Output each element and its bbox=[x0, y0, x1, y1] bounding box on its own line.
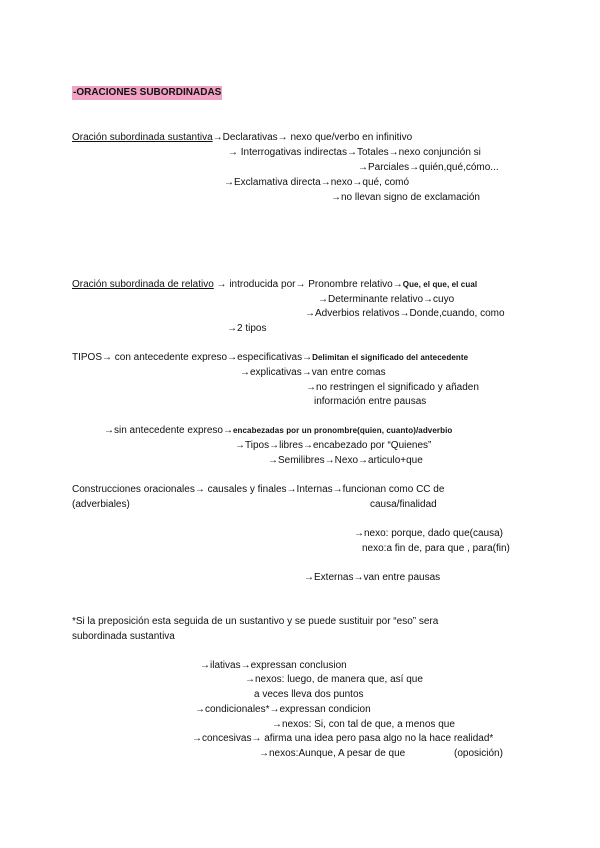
page-title: -ORACIONES SUBORDINADAS bbox=[73, 87, 222, 98]
sustantiva-parciales: →Parciales→quién,qué,cómo... bbox=[358, 162, 499, 173]
sustantiva-exclamativa: →Exclamativa directa→nexo→qué, comó bbox=[224, 177, 410, 188]
relativo-adverbios: →Adverbios relativos→Donde,cuando, como bbox=[305, 308, 505, 319]
tipos-sin-antecedente: →sin antecedente expreso→ bbox=[104, 425, 233, 436]
tipos-informacion: información entre pausas bbox=[314, 396, 427, 407]
ilativas-nexos: →nexos: luego, de manera que, así que bbox=[245, 674, 423, 685]
relativo-tipos: →2 tipos bbox=[227, 323, 267, 334]
condicionales-line: →condicionales*→expressan condicion bbox=[195, 704, 371, 715]
construcciones-nexo-fin: nexo:a fin de, para que , para(fin) bbox=[362, 543, 510, 554]
sustantiva-line-1 bbox=[72, 131, 412, 144]
nota-line-2: subordinada sustantiva bbox=[72, 631, 175, 642]
tipos-encabezadas: encabezadas por un pronombre(quien, cuanto)/adverbio bbox=[232, 426, 453, 435]
ilativas-line: →ilativas→expressan conclusion bbox=[200, 660, 347, 671]
construcciones-nexo-causa: →nexo: porque, dado que(causa) bbox=[354, 528, 503, 539]
tipos-sin-antecedente-line bbox=[104, 424, 452, 437]
tipos-line-1 bbox=[72, 351, 468, 364]
construcciones-causa-finalidad: causa/finalidad bbox=[370, 499, 437, 510]
relativo-pronombres: Que, el que, el cual bbox=[402, 280, 478, 289]
sustantiva-heading: Oración subordinada sustantiva bbox=[72, 132, 213, 143]
tipos-con-antecedente: TIPOS→ con antecedente expreso→especificativas→ bbox=[72, 352, 313, 363]
construcciones-externas: →Externas→van entre pausas bbox=[304, 572, 441, 583]
relativo-introducida: → introducida por→ Pronombre relativo→ bbox=[213, 279, 403, 290]
condicionales-nexos: →nexos: Si, con tal de que, a menos que bbox=[272, 719, 455, 730]
tipos-delimitan: Delimitan el significado del antecedente bbox=[312, 353, 469, 362]
tipos-explicativas: →explicativas→van entre comas bbox=[240, 367, 386, 378]
construcciones-line-1: Construcciones oracionales→ causales y finales→Internas→funcionan como CC de bbox=[72, 484, 445, 495]
concesivas-oposicion: (oposición) bbox=[454, 748, 503, 759]
tipos-semilibres: →Semilibres→Nexo→articulo+que bbox=[268, 455, 423, 466]
sustantiva-declarativas: →Declarativas→ nexo que/verbo en infinitivo bbox=[212, 132, 413, 143]
relativo-determinante: →Determinante relativo→cuyo bbox=[318, 294, 455, 305]
concesivas-line: →concesivas→ afirma una idea pero pasa algo no la hace realidad* bbox=[192, 733, 494, 744]
relativo-line-1 bbox=[72, 278, 477, 291]
concesivas-nexos: →nexos:Aunque, A pesar de que bbox=[259, 748, 406, 759]
sustantiva-interrogativas: → Interrogativas indirectas→Totales→nexo conjunción si bbox=[228, 147, 481, 158]
construcciones-adverbiales: (adverbiales) bbox=[72, 499, 130, 510]
nota-line-1: *Si la preposición esta seguida de un sustantivo y se puede sustituir por “eso” sera bbox=[72, 616, 439, 627]
sustantiva-no-signo: →no llevan signo de exclamación bbox=[331, 192, 480, 203]
tipos-no-restringen: →no restringen el significado y añaden bbox=[306, 382, 479, 393]
relativo-heading: Oración subordinada de relativo bbox=[72, 279, 214, 290]
ilativas-dos-puntos: a veces lleva dos puntos bbox=[254, 689, 364, 700]
tipos-libres: →Tipos→libres→encabezado por “Quienes” bbox=[235, 440, 432, 451]
